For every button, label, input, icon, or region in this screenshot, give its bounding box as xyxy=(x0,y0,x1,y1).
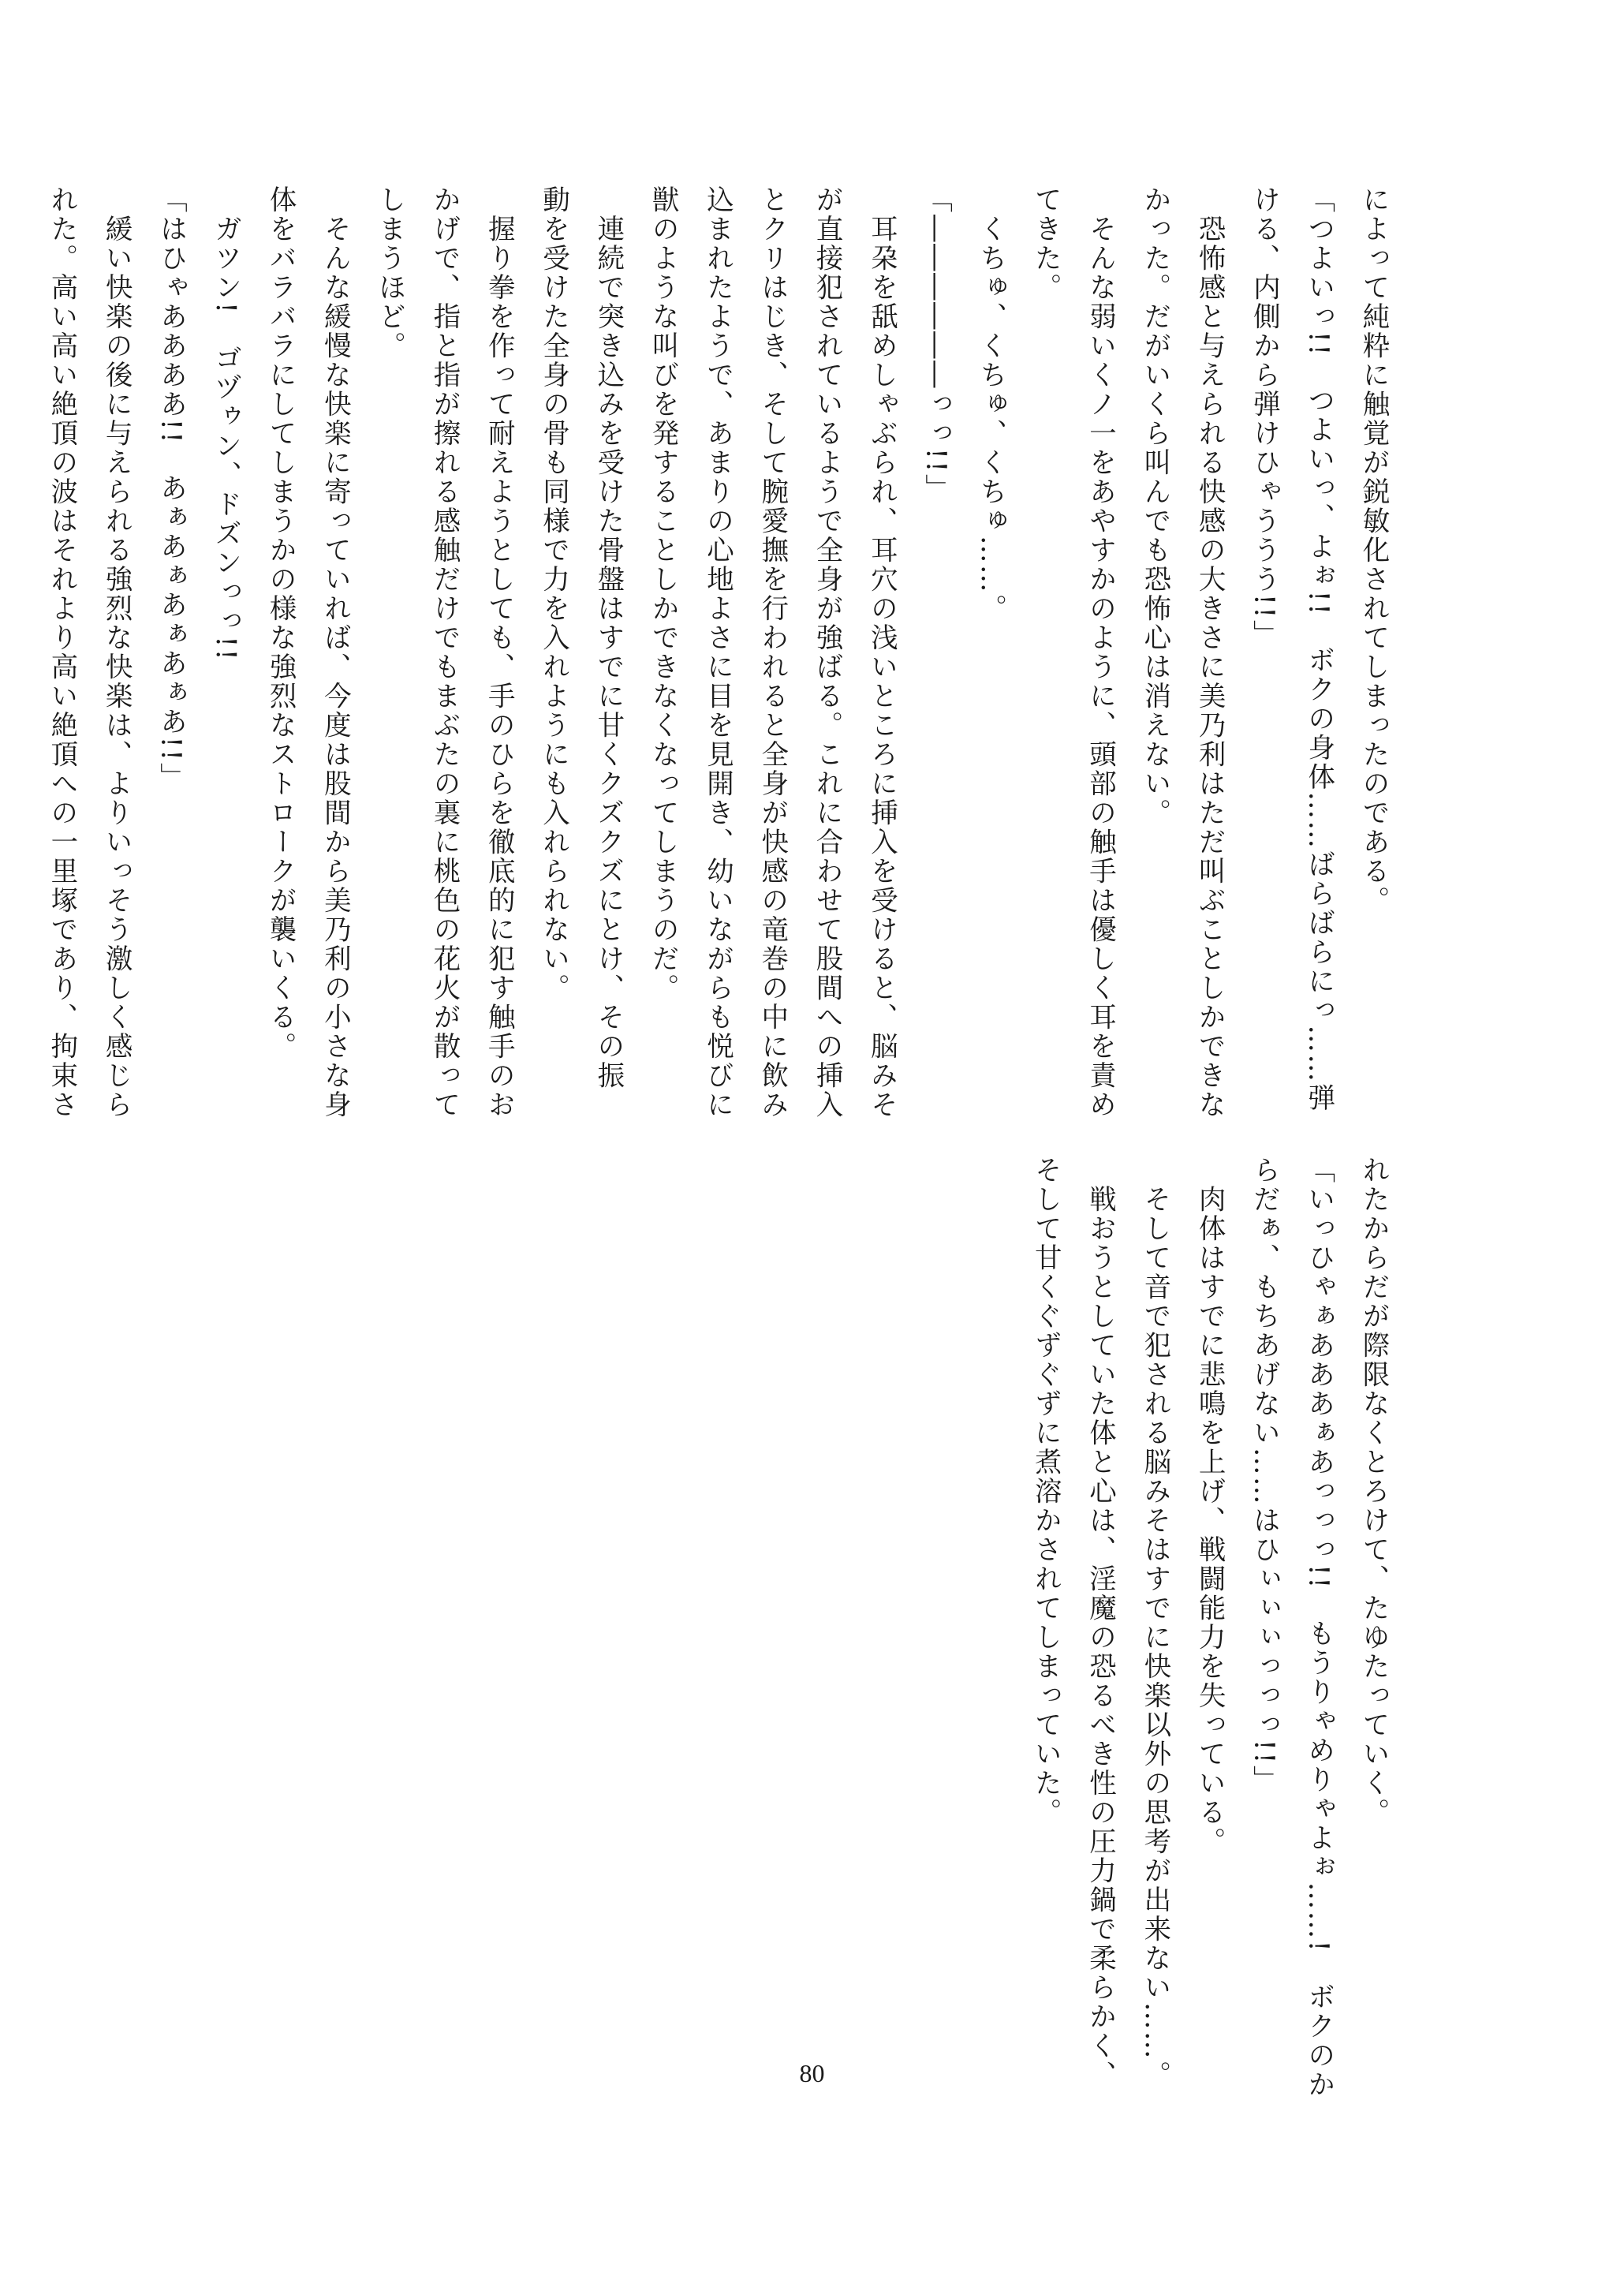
text-line: れた。高い高い絶頂の波はそれより高い絶頂への一里塚であり、拘束さ xyxy=(45,185,77,1119)
text-line: らだぁ、もちあげない……はひぃぃぃっっっ!!」 xyxy=(1248,1156,1280,1795)
text-line: 連続で突き込みを受けた骨盤はすでに甘くクズクズにとけ、その振 xyxy=(592,185,624,1090)
text-line: そして音で犯される脳みそはすでに快楽以外の思考が出来ない……。 xyxy=(1138,1156,1170,2090)
text-line: 恐怖感と与えられる快感の大きさに美乃利はただ叫ぶことしかできな xyxy=(1193,185,1226,1119)
text-line: 体をバラバラにしてしまうかの様な強烈なストロークが襲いくる。 xyxy=(264,185,297,1061)
text-line: れたからだが際限なくとろけて、たゆたっていく。 xyxy=(1357,1156,1389,1827)
text-line: 緩い快楽の後に与えられる強烈な快楽は、よりいっそう激しく感じら xyxy=(100,185,133,1119)
text-line: とクリはじき、そして腕愛撫を行われると全身が快感の竜巻の中に飲み xyxy=(756,185,788,1119)
text-line: そんな緩慢な快楽に寄っていれば、今度は股間から美乃利の小さな身 xyxy=(319,185,351,1119)
text-line: 込まれたようで、あまりの心地よさに目を見開き、幼いながらも悦びに xyxy=(701,185,734,1119)
text-line: くちゅ、くちゅ、くちゅ……。 xyxy=(974,185,1006,623)
text-line: 動を受けた全身の骨も同様で力を入れようにも入れられない。 xyxy=(537,185,569,1003)
text-line: そんな弱いくノ一をあやすかのように、頭部の触手は優しく耳を責め xyxy=(1084,185,1116,1119)
text-line: 獣のような叫びを発することしかできなくなってしまうのだ。 xyxy=(647,185,679,1003)
text-line: しまうほど。 xyxy=(373,185,405,361)
text-line: 「つよいっ!! つよいっ、よぉ!! ボクの身体……ばらばらにっ……弾 xyxy=(1302,185,1335,1113)
lower-text-block xyxy=(1029,1156,1400,2100)
text-line: によって純粋に触覚が鋭敏化されてしまったのである。 xyxy=(1357,185,1389,915)
text-line: てきた。 xyxy=(1029,185,1062,302)
text-line: 耳朶を舐めしゃぶられ、耳穴の浅いところに挿入を受けると、脳みそ xyxy=(865,185,898,1119)
text-line: かげで、指と指が擦れる感触だけでもまぶたの裏に桃色の花火が散って xyxy=(427,185,460,1119)
upper-text-block xyxy=(45,185,1400,1119)
text-line: 肉体はすでに悲鳴を上げ、戦闘能力を失っている。 xyxy=(1193,1156,1226,1856)
text-line: そして甘くぐずぐずに煮溶かされてしまっていた。 xyxy=(1029,1156,1062,1827)
text-line: ける、内側から弾けひゃううう!!」 xyxy=(1248,185,1280,649)
text-line: 「はひゃああああ!! あぁあぁあぁあぁあ!!」 xyxy=(155,185,187,792)
text-line: が直接犯されているようで全身が強ばる。これに合わせて股間への挿入 xyxy=(811,185,843,1119)
text-line: かった。だがいくら叫んでも恐怖心は消えない。 xyxy=(1138,185,1170,828)
text-line: ガツン! ゴヅゥン、ドズンっっ!! xyxy=(209,185,241,663)
text-line: 「いっひゃぁあああぁあっっっ!! もうりゃめりゃよぉ……! ボクのか xyxy=(1302,1156,1335,2100)
text-line: 「――――――っっ!!」 xyxy=(920,185,952,503)
page-number: 80 xyxy=(799,2059,825,2087)
text-line: 戦おうとしていた体と心は、淫魔の恐るべき性の圧力鍋で柔らかく、 xyxy=(1084,1156,1116,2090)
text-line: 握り拳を作って耐えようとしても、手のひらを徹底的に犯す触手のお xyxy=(483,185,515,1119)
